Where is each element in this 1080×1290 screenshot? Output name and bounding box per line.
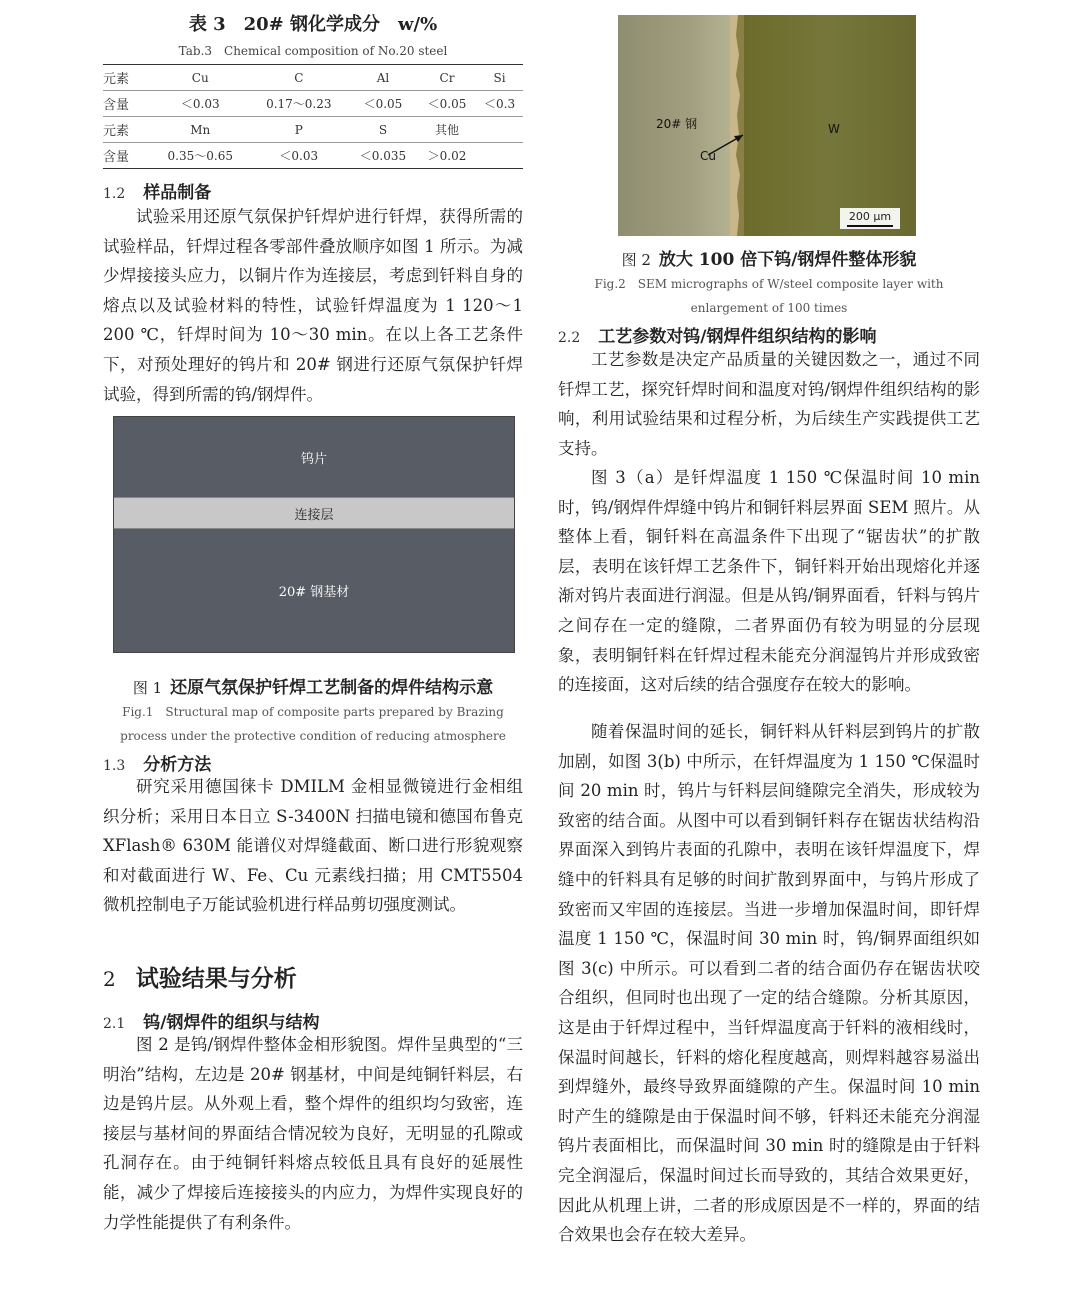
table-row: [103, 91, 523, 117]
row-header: 含量: [103, 143, 151, 169]
caption-line: Fig.2 SEM micrographs of W/steel composite layer with: [594, 277, 944, 291]
table-cell: P: [250, 117, 349, 143]
figure-number: 图 1: [132, 679, 163, 697]
section-number: 1.3: [103, 758, 126, 774]
table-cell: ＜0.035: [348, 143, 418, 169]
paragraph-structure: 图 2 是钨/钢焊件整体金相形貌图。焊件呈典型的“三明治”结构，左边是 20# 钢基材，中间是纯铜钎料层，右边是钨片层。从外观上看，整个焊件的组织均匀致密，连接层与基材间的界面结合情况较为良好，无明显的孔隙或孔洞存在。由于纯铜钎料熔点较低且具有良好的延展性能，减少了焊接后连接接头的内应力，为焊件实现良好的力学性能提供了有利条件。: [103, 1035, 523, 1232]
table-cell: Al: [348, 65, 418, 91]
table-cell: ＜0.3: [476, 91, 523, 117]
label-steel: 20# 钢: [656, 117, 698, 131]
figure-2-caption-en: [558, 272, 980, 320]
row-header: 元素: [103, 117, 151, 143]
section-title: 钨/钢焊件的组织与结构: [143, 1013, 320, 1033]
caption-line: Fig.1 Structural map of composite parts prepared by Brazing: [122, 705, 504, 719]
composition-table: [103, 64, 523, 169]
table-row: [103, 117, 523, 143]
table-cell: ＜0.05: [418, 91, 476, 117]
paragraph-process-intro: 工艺参数是决定产品质量的关键因数之一，通过不同钎焊工艺，探究钎焊时间和温度对钨/钢焊件组织结构的影响，利用试验结果和过程分析，为后续生产实践提供工艺支持。: [558, 350, 980, 458]
section-heading-2: [103, 960, 297, 993]
table-cell: 其他: [418, 117, 476, 143]
table-row: [103, 143, 523, 169]
tungsten-layer: 钨片: [114, 417, 514, 497]
label-w: W: [828, 122, 840, 136]
section-title: 样品制备: [143, 183, 212, 203]
scale-label: 200 μm: [848, 210, 892, 223]
paragraph-fig3bc: 随着保温时间的延长，铜钎料从钎料层到钨片的扩散加剧，如图 3(b) 中所示，在钎焊温度为 1 150 ℃保温时间 20 min 时，钨片与钎料层间缝隙完全消失，形成较为致密的结合面。从图中可以看到铜钎料存在锯齿状结构沿界面深入到钨片表面的孔隙中，表明在该钎焊温度下，焊缝中的钎料具有足够的时间扩散到界面中，与钨片形成了致密而又牢固的连接层。当进一步增加保温时间，即钎焊温度 1 150 ℃，保温时间 30 min 时，钨/铜界面组织如图 3(c) 中所示。可以看到二者的结合面仍存在锯齿状咬合组织，但同时也出现了一定的结合缝隙。分析其原因，这是由于钎焊过程中，当钎焊温度高于钎料的液相线时，保温时间越长，钎料的熔化程度越高，则焊料越容易溢出到焊缝外，最终导致界面缝隙的产生。保温时间 10 min 时产生的缝隙是由于保温时间不够，钎料还未能充分润湿钨片表面相比，而保温时间 30 min 时的缝隙是由于钎料完全润湿后，保温时间过长而导致的，其结合效果更好，因此从机理上讲，二者的形成原因是不一样的，界面的结合效果也会存在较大差异。: [558, 722, 980, 1245]
scale-bar-line: [847, 225, 893, 227]
table-title: 表 3 20# 钢化学成分 w/%: [188, 14, 438, 35]
caption-line: process under the protective condition of reducing atmosphere: [120, 729, 506, 743]
table-row: [103, 65, 523, 91]
figure-title: 还原气氛保护钎焊工艺制备的焊件结构示意: [170, 678, 494, 698]
figure-1-caption: [103, 673, 523, 698]
label-cu: Cu: [700, 149, 716, 163]
section-number: 2.2: [558, 330, 581, 346]
table-cell: [476, 143, 523, 169]
section-heading-1-2: [103, 178, 211, 203]
table-cell: S: [348, 117, 418, 143]
table-cell: 0.35～0.65: [151, 143, 250, 169]
scale-bar: [840, 208, 900, 229]
section-number: 1.2: [103, 186, 126, 202]
table-cell: ＞0.02: [418, 143, 476, 169]
figure-title: 放大 100 倍下钨/钢焊件整体形貌: [658, 250, 917, 270]
figure-1-caption-en: [103, 700, 523, 748]
section-title: 分析方法: [143, 755, 212, 775]
table-cell: ＜0.03: [151, 91, 250, 117]
figure-2-caption: [558, 245, 980, 270]
section-title: 工艺参数对钨/钢焊件组织结构的影响: [598, 327, 877, 347]
table-cell: ＜0.05: [348, 91, 418, 117]
table-cell: Cu: [151, 65, 250, 91]
paragraph-sample-prep: 试验采用还原气氛保护钎焊炉进行钎焊，获得所需的试验样品，钎焊过程各零部件叠放顺序如图 1 所示。为减少焊接接头应力，以铜片作为连接层，考虑到钎料自身的熔点以及试验材料的特性，试验钎焊温度为 1 120～1 200 ℃，钎焊时间为 10～30 min。在以上各工艺条件下，对预处理好的钨片和 20# 钢进行还原气氛保护钎焊试验，得到所需的钨/钢焊件。: [103, 207, 523, 404]
table-cell: ＜0.03: [250, 143, 349, 169]
section-number: 2: [103, 967, 116, 991]
table-cell: C: [250, 65, 349, 91]
caption-line: enlargement of 100 times: [690, 301, 848, 315]
section-heading-2-2: [558, 322, 876, 347]
row-header: 含量: [103, 91, 151, 117]
figure-2-micrograph: [618, 15, 916, 236]
table-cell: Si: [476, 65, 523, 91]
row-header: 元素: [103, 65, 151, 91]
figure-number: 图 2: [621, 251, 651, 269]
table-cell: 0.17～0.23: [250, 91, 349, 117]
table-cell: Mn: [151, 117, 250, 143]
paragraph-analysis-methods: 研究采用德国徕卡 DMILM 金相显微镜进行金相组织分析；采用日本日立 S-3400N 扫描电镜和德国布鲁克 XFlash® 630M 能谱仪对焊缝截面、断口进行形貌观察和对截面进行 W、Fe、Cu 元素线扫描；用 CMT5504 微机控制电子万能试验机进行样品剪切强度测试。: [103, 777, 523, 915]
table-subtitle: Tab.3 Chemical composition of No.20 steel: [178, 44, 448, 58]
section-title: 试验结果与分析: [135, 965, 297, 992]
steel-base-layer: 20# 钢基材: [114, 529, 514, 652]
paragraph-fig3a: 图 3（a）是钎焊温度 1 150 ℃保温时间 10 min 时，钨/钢焊件焊缝中钨片和铜钎料层界面 SEM 照片。从整体上看，铜钎料在高温条件下出现了“锯齿状”的扩散层，表明在该钎焊工艺条件下，铜钎料开始出现熔化并逐渐对钨片表面进行润湿。但是从钨/铜界面看，钎料与钨片之间存在一定的缝隙，二者界面仍有较为明显的分层现象，表明铜钎料在钎焊过程未能充分润湿钨片并形成致密的连接面，这对后续的结合强度存在较大的影响。: [558, 468, 980, 695]
figure-1-diagram: [113, 416, 515, 653]
table-cell: Cr: [418, 65, 476, 91]
section-number: 2.1: [103, 1016, 126, 1032]
connection-layer: 连接层: [114, 497, 514, 529]
table-cell: [476, 117, 523, 143]
